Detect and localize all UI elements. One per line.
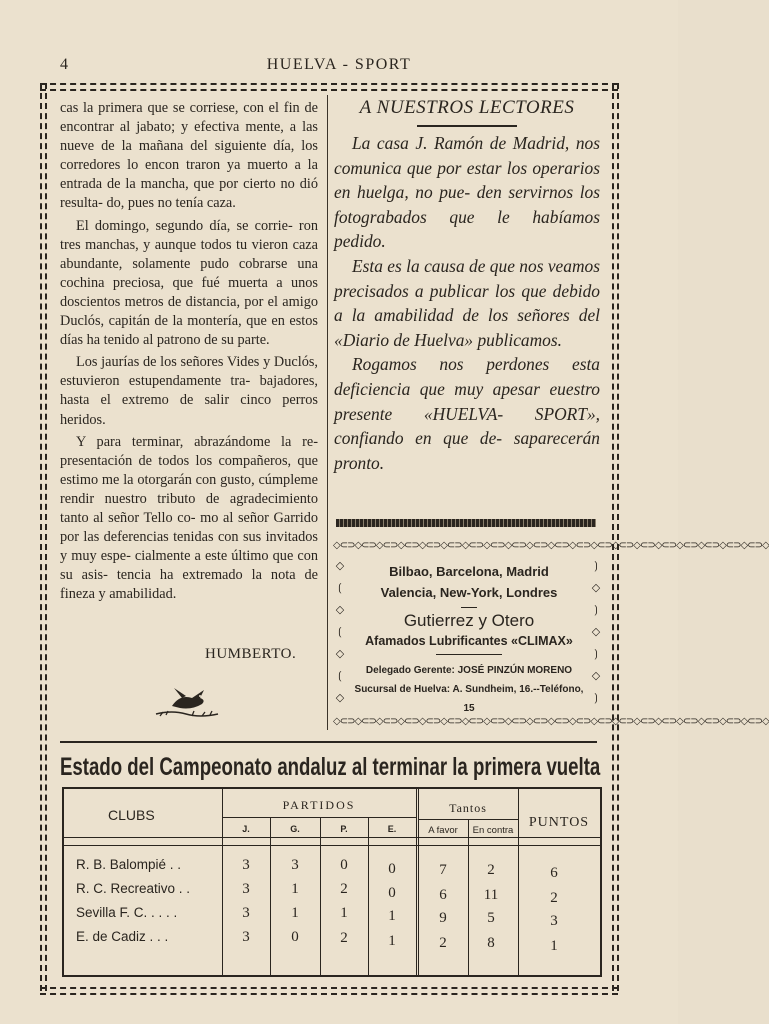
points-value: 1 [550,938,558,954]
club-name: R. B. Balompié . . [76,857,182,872]
table-rule [64,837,600,838]
bird-ornament-icon [152,684,222,724]
club-name: E. de Cadiz . . . [76,929,169,944]
ornamental-divider [336,519,596,527]
page-frame-left [40,83,47,991]
goals-for-value: 7 [439,862,447,878]
drawn-value: 1 [388,933,396,949]
table-rule [320,817,321,975]
played-value: 3 [242,929,250,945]
article-paragraph: Y para terminar, abrazándome la re- presentación de todos los compañeros, que estimo me la otorgarán con gusto, cúmpleme rendir nuestro tributo de agradecimiento tanto al señor Tello co- mo al señor Garrido por las deferencias tenidas con sus invitados y muy espe- cialmente a este último que con su asis- tencia ha extremado la nota de fineza y amabilidad. [60,433,318,603]
header-partidos: PARTIDOS [282,798,356,812]
ad-cities-line: Bilbao, Barcelona, Madrid [389,564,549,579]
goals-for-value: 2 [439,935,447,951]
header-g: G. [290,824,300,834]
advertisement [333,540,769,727]
standings-table [62,787,602,977]
ad-firm-name: Gutierrez y Otero [403,611,535,630]
ad-product: Afamados Lubrificantes «CLIMAX» [365,634,573,648]
table-rule [222,789,223,975]
table-rule [416,789,417,975]
article-paragraph: Los jaurías de los señores Vides y Duclós, estuvieron estupendamente tra- bajadores, hasta el extremo de salir cinco perros heridos. [60,354,318,428]
drawn-value: 0 [388,885,396,901]
club-name: Sevilla F. C. . . . . [76,905,178,920]
points-value: 2 [550,890,558,906]
won-value: 1 [291,905,299,921]
points-value: 6 [550,865,558,881]
notice-paragraph: Esta es la causa de que nos veamos precisados a publicar los que debido a la amabilidad de los señores del «Diario de Huelva» publicamos. [334,255,600,350]
publication-title: HUELVA - SPORT [266,56,412,73]
notice-paragraph: Rogamos nos perdones esta deficiencia que muy apesar euestro presente «HUELVA- SPORT», confiando en que de- saparecerán pronto. [334,354,600,473]
running-header [0,56,678,78]
goals-for-value: 9 [439,910,447,926]
article-column [60,99,318,607]
table-rule [368,817,369,975]
title-underline [417,125,517,127]
ad-manager: Delegado Gerente: JOSÉ PINZÚN MORENO [365,665,573,676]
played-value: 3 [242,857,250,873]
ad-border-bottom: ◇⊂⊃◇⊂⊃◇⊂⊃◇⊂⊃◇⊂⊃◇⊂⊃◇⊂⊃◇⊂⊃◇⊂⊃◇⊂⊃◇⊂⊃◇⊂⊃◇⊂⊃◇⊂⊃◇⊂⊃◇⊂⊃◇⊂⊃◇⊂⊃◇⊂⊃◇⊂⊃◇ [333,716,769,727]
lost-value: 2 [340,881,348,897]
page-frame-bottom [40,987,618,995]
ad-separator [461,607,477,608]
header-a-favor: A favor [428,825,458,836]
header-p: P. [340,824,348,834]
header-clubs: CLUBS [108,807,155,823]
ad-border-top: ◇⊂⊃◇⊂⊃◇⊂⊃◇⊂⊃◇⊂⊃◇⊂⊃◇⊂⊃◇⊂⊃◇⊂⊃◇⊂⊃◇⊂⊃◇⊂⊃◇⊂⊃◇⊂⊃◇⊂⊃◇⊂⊃◇⊂⊃◇⊂⊃◇⊂⊃◇⊂⊃◇ [333,540,769,551]
readers-notice [334,97,600,475]
goals-against-value: 8 [487,935,495,951]
points-value: 3 [550,913,558,929]
goals-for-value: 6 [439,887,447,903]
ad-cities-line: Valencia, New-York, Londres [380,585,558,600]
drawn-value: 0 [388,861,396,877]
notice-title: A NUESTROS LECTORES [359,97,575,118]
lost-value: 0 [340,857,348,873]
won-value: 3 [291,857,299,873]
goals-against-value: 2 [487,862,495,878]
header-tantos: Tantos [449,801,487,815]
lost-value: 2 [340,930,348,946]
table-rule [270,817,271,975]
header-e: E. [387,824,397,834]
won-value: 0 [291,929,299,945]
goals-against-value: 5 [487,910,495,926]
drawn-value: 1 [388,908,396,924]
table-rule [64,845,600,846]
article-paragraph: El domingo, segundo día, se corrie- ron tres manchas, y aunque todos tu vieron caza abundante, solamente pudo cobrarse una cochina preciosa, que fué muerta a unos doscientos metros de distancia, por el amigo Duclós, capitán de la montería, que en estos días ha tenido al patrono de su parte. [60,217,318,349]
column-divider [327,95,328,730]
goals-against-value: 11 [483,887,499,903]
header-en-contra: En contra [472,825,514,836]
section-rule [60,741,597,743]
club-name: R. C. Recreativo . . [76,881,191,896]
played-value: 3 [242,881,250,897]
article-signature: HUMBERTO. [205,646,297,662]
article-paragraph: cas la primera que se corriese, con el fin de encontrar al jabato; y efectiva mente, a las nueve de la mañana del siguiente día, los corredores lo encon traron ya muerto a la entrada de la mancha, que por cierto no dió resulta- do, pues no tenía caza. [60,100,318,212]
played-value: 3 [242,905,250,921]
page-number: 4 [60,56,68,73]
header-puntos: PUNTOS [528,815,590,830]
ad-separator [436,654,502,655]
table-rule [418,789,419,975]
ad-branch: Sucursal de Huelva: A. Sundheim, 16.--Teléfono, 15 [354,684,584,714]
ad-content [349,561,589,718]
ad-border-right: ⟯ ◇ ⟯ ◇ ⟯ ◇ ⟯ [591,559,601,704]
page-frame-top [40,83,618,91]
standings-title: Estado del Campeonato andaluz al terminar la primera vuelta [60,753,601,781]
won-value: 1 [291,881,299,897]
lost-value: 1 [340,905,348,921]
page-frame-right [612,83,619,991]
header-j: J. [242,824,250,834]
notice-paragraph: La casa J. Ramón de Madrid, nos comunica que por estar los operarios en huelga, no pue- den servirnos los fotograbados que le habíamos pedido. [334,133,600,252]
table-rule [222,817,416,818]
ad-border-left: ◇ ⟮ ◇ ⟮ ◇ ⟮ ◇ [335,559,345,704]
table-rule [468,819,469,975]
